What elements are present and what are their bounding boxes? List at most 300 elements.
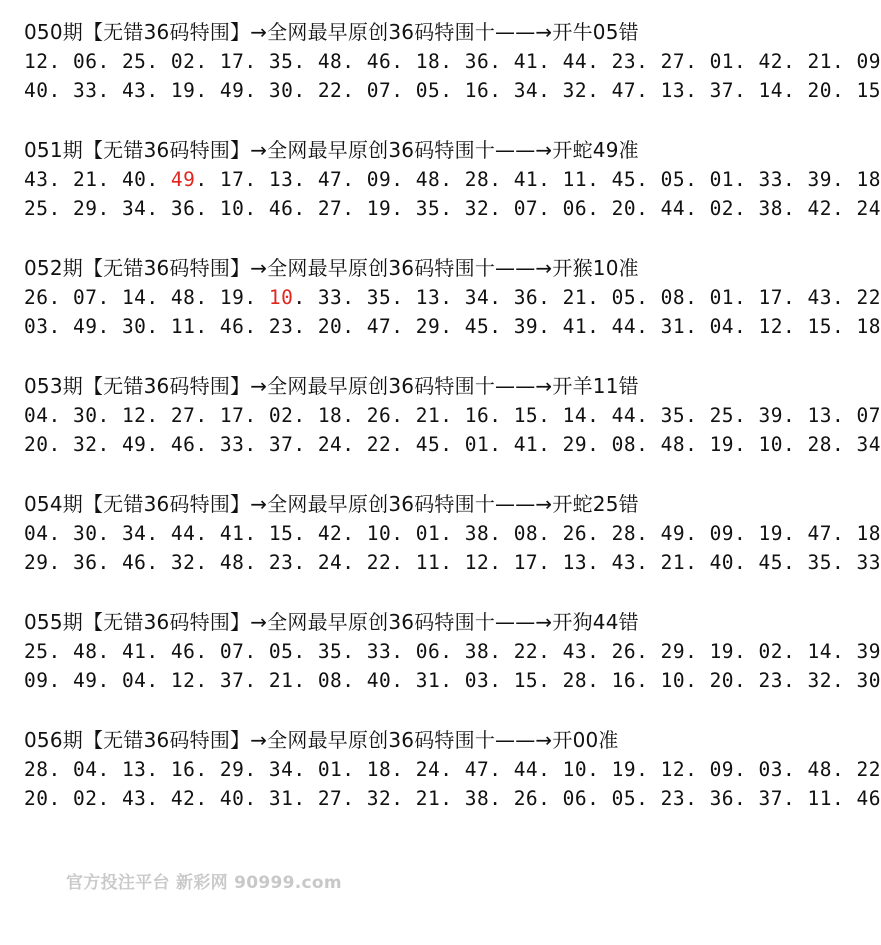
number-separator: .: [734, 758, 759, 781]
number: 09: [366, 168, 392, 191]
number: 28: [464, 168, 490, 191]
number-separator: .: [48, 669, 73, 692]
number: 34: [268, 758, 294, 781]
number-separator: .: [685, 197, 710, 220]
number-separator: .: [636, 197, 661, 220]
number: 03: [758, 758, 784, 781]
number-separator: .: [244, 669, 269, 692]
number: 24: [317, 433, 343, 456]
number: 18: [856, 315, 881, 338]
hit-number: 49: [170, 168, 196, 191]
number-separator: .: [195, 286, 220, 309]
number-separator: .: [244, 50, 269, 73]
number-separator: .: [489, 669, 514, 692]
number-separator: .: [48, 787, 73, 810]
number-separator: .: [685, 79, 710, 102]
number-separator: .: [489, 315, 514, 338]
number: 20: [24, 433, 49, 456]
number-separator: .: [342, 79, 367, 102]
number: 41: [219, 522, 245, 545]
number: 35: [807, 551, 832, 574]
number-separator: .: [342, 404, 367, 427]
number-separator: .: [293, 168, 318, 191]
number: 23: [611, 50, 637, 73]
number: 33: [72, 79, 98, 102]
number-separator: .: [97, 404, 122, 427]
number: 41: [513, 168, 539, 191]
number: 18: [317, 404, 343, 427]
draw-list: [24, 18, 881, 844]
number: 47: [464, 758, 490, 781]
draw-header: 055期【无错36码特围】→全网最早原创36码特围十——→开狗44错: [24, 610, 639, 634]
number: 32: [464, 197, 490, 220]
number: 49: [121, 433, 147, 456]
number-separator: .: [636, 404, 661, 427]
number-separator: .: [440, 669, 465, 692]
number: 23: [660, 787, 686, 810]
number-separator: .: [636, 522, 661, 545]
number: 13: [415, 286, 441, 309]
number: 44: [513, 758, 539, 781]
number-row: [24, 283, 881, 312]
number-separator: .: [440, 404, 465, 427]
number: 05: [611, 286, 637, 309]
number: 13: [121, 758, 147, 781]
number-separator: .: [685, 315, 710, 338]
number: 30: [121, 315, 147, 338]
number: 20: [24, 787, 49, 810]
draw-header: 056期【无错36码特围】→全网最早原创36码特围十——→开00准: [24, 728, 619, 752]
number-separator: .: [636, 669, 661, 692]
number-separator: .: [391, 787, 416, 810]
number-separator: .: [391, 669, 416, 692]
number: 03: [24, 315, 49, 338]
number-separator: .: [831, 758, 857, 781]
number: 09: [709, 758, 735, 781]
number-separator: .: [293, 50, 318, 73]
number: 19: [366, 197, 392, 220]
number: 03: [464, 669, 490, 692]
number: 14: [121, 286, 147, 309]
number-separator: .: [783, 404, 808, 427]
number-separator: .: [831, 787, 857, 810]
number-separator: .: [489, 50, 514, 73]
number: 46: [856, 787, 881, 810]
number-separator: .: [244, 433, 269, 456]
number: 10: [758, 433, 784, 456]
number: 25: [24, 197, 49, 220]
number: 13: [562, 551, 588, 574]
number-separator: .: [293, 286, 318, 309]
number: 05: [415, 79, 441, 102]
number-separator: .: [734, 551, 759, 574]
draw-block: [24, 18, 881, 136]
number: 42: [807, 197, 832, 220]
number-separator: .: [587, 551, 612, 574]
number: 02: [170, 50, 196, 73]
number-separator: .: [48, 433, 73, 456]
number-separator: .: [440, 286, 465, 309]
number: 24: [856, 197, 881, 220]
number-separator: .: [48, 522, 73, 545]
number-separator: .: [244, 551, 269, 574]
number-separator: .: [244, 787, 269, 810]
number-separator: .: [342, 197, 367, 220]
number-separator: .: [587, 522, 612, 545]
number-separator: .: [587, 168, 612, 191]
number: 28: [807, 433, 832, 456]
number: 19: [219, 286, 245, 309]
number-separator: .: [489, 168, 514, 191]
number-separator: .: [97, 286, 122, 309]
number: 32: [562, 79, 588, 102]
number: 37: [709, 79, 735, 102]
number-separator: .: [783, 197, 808, 220]
number-separator: .: [636, 640, 661, 663]
number: 34: [464, 286, 490, 309]
number: 43: [611, 551, 637, 574]
number-separator: .: [293, 758, 318, 781]
number-row: [24, 165, 881, 194]
number-separator: .: [831, 640, 857, 663]
number-separator: .: [783, 522, 808, 545]
number: 37: [268, 433, 294, 456]
number: 41: [513, 50, 539, 73]
number: 22: [856, 286, 881, 309]
number: 24: [415, 758, 441, 781]
number-row: [24, 312, 881, 341]
number: 17: [219, 404, 245, 427]
number: 19: [170, 79, 196, 102]
number-separator: .: [734, 168, 759, 191]
number-separator: .: [440, 433, 465, 456]
number-separator: .: [734, 669, 759, 692]
number-separator: .: [146, 787, 171, 810]
number-row: [24, 76, 881, 105]
number: 17: [758, 286, 784, 309]
number-separator: .: [391, 50, 416, 73]
number-separator: .: [685, 50, 710, 73]
number-row: [24, 430, 881, 459]
number: 36: [170, 197, 196, 220]
number-separator: .: [734, 79, 759, 102]
number: 21: [415, 404, 441, 427]
number-separator: .: [587, 79, 612, 102]
number-separator: .: [97, 50, 122, 73]
number: 08: [611, 433, 637, 456]
number-separator: .: [146, 79, 171, 102]
number: 43: [24, 168, 49, 191]
number-separator: .: [831, 197, 857, 220]
number-separator: .: [587, 197, 612, 220]
number-separator: .: [440, 50, 465, 73]
number-separator: .: [48, 79, 73, 102]
number: 28: [562, 669, 588, 692]
number-separator: .: [587, 50, 612, 73]
number-separator: .: [195, 433, 220, 456]
number-row: [24, 666, 881, 695]
number: 44: [170, 522, 196, 545]
number-separator: .: [489, 640, 514, 663]
number: 46: [268, 197, 294, 220]
number-separator: .: [97, 197, 122, 220]
number: 43: [562, 640, 588, 663]
number-separator: .: [538, 404, 563, 427]
number-row: [24, 637, 881, 666]
number-separator: .: [538, 286, 563, 309]
number: 29: [219, 758, 245, 781]
number-separator: .: [146, 168, 171, 191]
number-separator: .: [195, 669, 220, 692]
number: 01: [709, 168, 735, 191]
number-separator: .: [783, 758, 808, 781]
number: 26: [611, 640, 637, 663]
number: 40: [121, 168, 147, 191]
number: 11: [807, 787, 832, 810]
number: 10: [562, 758, 588, 781]
number: 49: [72, 315, 98, 338]
number: 28: [24, 758, 49, 781]
number: 36: [464, 50, 490, 73]
number: 16: [170, 758, 196, 781]
number: 36: [709, 787, 735, 810]
number-separator: .: [195, 404, 220, 427]
number: 04: [24, 404, 49, 427]
number: 18: [856, 168, 881, 191]
number: 43: [121, 79, 147, 102]
number: 25: [24, 640, 49, 663]
number-separator: .: [342, 758, 367, 781]
number: 22: [856, 758, 881, 781]
number: 48: [72, 640, 98, 663]
number: 21: [72, 168, 98, 191]
number-separator: .: [489, 197, 514, 220]
number: 46: [121, 551, 147, 574]
number-separator: .: [342, 640, 367, 663]
number: 32: [170, 551, 196, 574]
number: 45: [758, 551, 784, 574]
number-separator: .: [342, 669, 367, 692]
hit-number: 10: [268, 286, 294, 309]
number: 13: [660, 79, 686, 102]
number: 45: [611, 168, 637, 191]
number: 01: [317, 758, 343, 781]
number: 12: [464, 551, 490, 574]
number: 01: [709, 50, 735, 73]
draw-block: [24, 372, 881, 490]
number: 49: [660, 522, 686, 545]
number: 40: [709, 551, 735, 574]
number-separator: .: [342, 50, 367, 73]
number-separator: .: [783, 669, 808, 692]
number: 01: [464, 433, 490, 456]
number-separator: .: [440, 315, 465, 338]
number: 18: [856, 522, 881, 545]
number: 02: [268, 404, 294, 427]
number: 22: [366, 433, 392, 456]
number: 38: [464, 640, 490, 663]
number-separator: .: [538, 640, 563, 663]
number-separator: .: [391, 551, 416, 574]
number-separator: .: [146, 640, 171, 663]
number-separator: .: [734, 286, 759, 309]
number: 19: [611, 758, 637, 781]
number-separator: .: [342, 522, 367, 545]
number-separator: .: [440, 522, 465, 545]
number-separator: .: [587, 758, 612, 781]
number: 42: [317, 522, 343, 545]
number-separator: .: [146, 433, 171, 456]
number: 40: [219, 787, 245, 810]
number: 39: [807, 168, 832, 191]
number: 27: [660, 50, 686, 73]
number: 46: [219, 315, 245, 338]
number-separator: .: [146, 315, 171, 338]
number-separator: .: [293, 315, 318, 338]
number-separator: .: [48, 197, 73, 220]
number-separator: .: [587, 286, 612, 309]
number-separator: .: [293, 787, 318, 810]
number-row: [24, 755, 881, 784]
number: 22: [317, 79, 343, 102]
number: 47: [807, 522, 832, 545]
number: 23: [268, 551, 294, 574]
number: 42: [758, 50, 784, 73]
number: 37: [758, 787, 784, 810]
number-separator: .: [538, 168, 563, 191]
number: 47: [366, 315, 392, 338]
number: 06: [72, 50, 98, 73]
number-separator: .: [538, 522, 563, 545]
number: 35: [366, 286, 392, 309]
number-separator: .: [831, 315, 857, 338]
number-separator: .: [734, 640, 759, 663]
number: 08: [513, 522, 539, 545]
number-separator: .: [97, 522, 122, 545]
number: 26: [513, 787, 539, 810]
number: 29: [660, 640, 686, 663]
number-separator: .: [195, 79, 220, 102]
number-separator: .: [244, 315, 269, 338]
number-separator: .: [489, 787, 514, 810]
number: 33: [758, 168, 784, 191]
number: 06: [562, 197, 588, 220]
number: 29: [24, 551, 49, 574]
number: 12: [170, 669, 196, 692]
number: 06: [562, 787, 588, 810]
number: 13: [807, 404, 832, 427]
number: 49: [72, 669, 98, 692]
number-separator: .: [489, 758, 514, 781]
number-separator: .: [97, 669, 122, 692]
number-separator: .: [391, 79, 416, 102]
number: 41: [121, 640, 147, 663]
number-row: [24, 194, 881, 223]
number: 31: [415, 669, 441, 692]
number-separator: .: [685, 286, 710, 309]
number: 19: [709, 433, 735, 456]
number: 35: [415, 197, 441, 220]
draw-block: [24, 726, 881, 844]
number: 16: [464, 404, 490, 427]
number-separator: .: [342, 433, 367, 456]
number: 41: [562, 315, 588, 338]
number: 21: [268, 669, 294, 692]
number: 34: [856, 433, 881, 456]
number: 19: [758, 522, 784, 545]
number-separator: .: [685, 433, 710, 456]
number: 29: [415, 315, 441, 338]
number-separator: .: [391, 168, 416, 191]
number-separator: .: [244, 522, 269, 545]
number: 07: [513, 197, 539, 220]
number-separator: .: [734, 433, 759, 456]
number-separator: .: [538, 79, 563, 102]
number-separator: .: [831, 79, 857, 102]
number: 13: [268, 168, 294, 191]
number-separator: .: [391, 315, 416, 338]
number: 12: [121, 404, 147, 427]
number-separator: .: [146, 50, 171, 73]
number: 35: [660, 404, 686, 427]
number-separator: .: [195, 50, 220, 73]
number-separator: .: [97, 551, 122, 574]
number: 33: [317, 286, 343, 309]
number-separator: .: [587, 433, 612, 456]
number: 30: [72, 522, 98, 545]
number: 40: [24, 79, 49, 102]
number: 12: [660, 758, 686, 781]
number-separator: .: [146, 404, 171, 427]
number-separator: .: [831, 522, 857, 545]
number: 07: [219, 640, 245, 663]
number: 02: [758, 640, 784, 663]
number: 44: [611, 315, 637, 338]
number: 48: [170, 286, 196, 309]
number-separator: .: [831, 551, 857, 574]
number-separator: .: [587, 404, 612, 427]
number: 27: [317, 787, 343, 810]
number: 14: [758, 79, 784, 102]
number: 39: [856, 640, 881, 663]
number-separator: .: [97, 433, 122, 456]
number: 07: [856, 404, 881, 427]
number-separator: .: [685, 551, 710, 574]
number-separator: .: [440, 758, 465, 781]
number-separator: .: [244, 640, 269, 663]
number: 26: [366, 404, 392, 427]
number-separator: .: [97, 787, 122, 810]
number-separator: .: [48, 551, 73, 574]
number-separator: .: [195, 315, 220, 338]
number-separator: .: [685, 404, 710, 427]
number: 10: [366, 522, 392, 545]
number: 14: [562, 404, 588, 427]
number: 36: [513, 286, 539, 309]
number-separator: .: [783, 286, 808, 309]
number: 12: [758, 315, 784, 338]
number: 44: [660, 197, 686, 220]
number-separator: .: [636, 758, 661, 781]
number: 07: [72, 286, 98, 309]
number-separator: .: [342, 315, 367, 338]
number: 35: [268, 50, 294, 73]
number: 06: [415, 640, 441, 663]
number: 36: [72, 551, 98, 574]
number: 40: [366, 669, 392, 692]
number: 11: [170, 315, 196, 338]
number: 47: [611, 79, 637, 102]
